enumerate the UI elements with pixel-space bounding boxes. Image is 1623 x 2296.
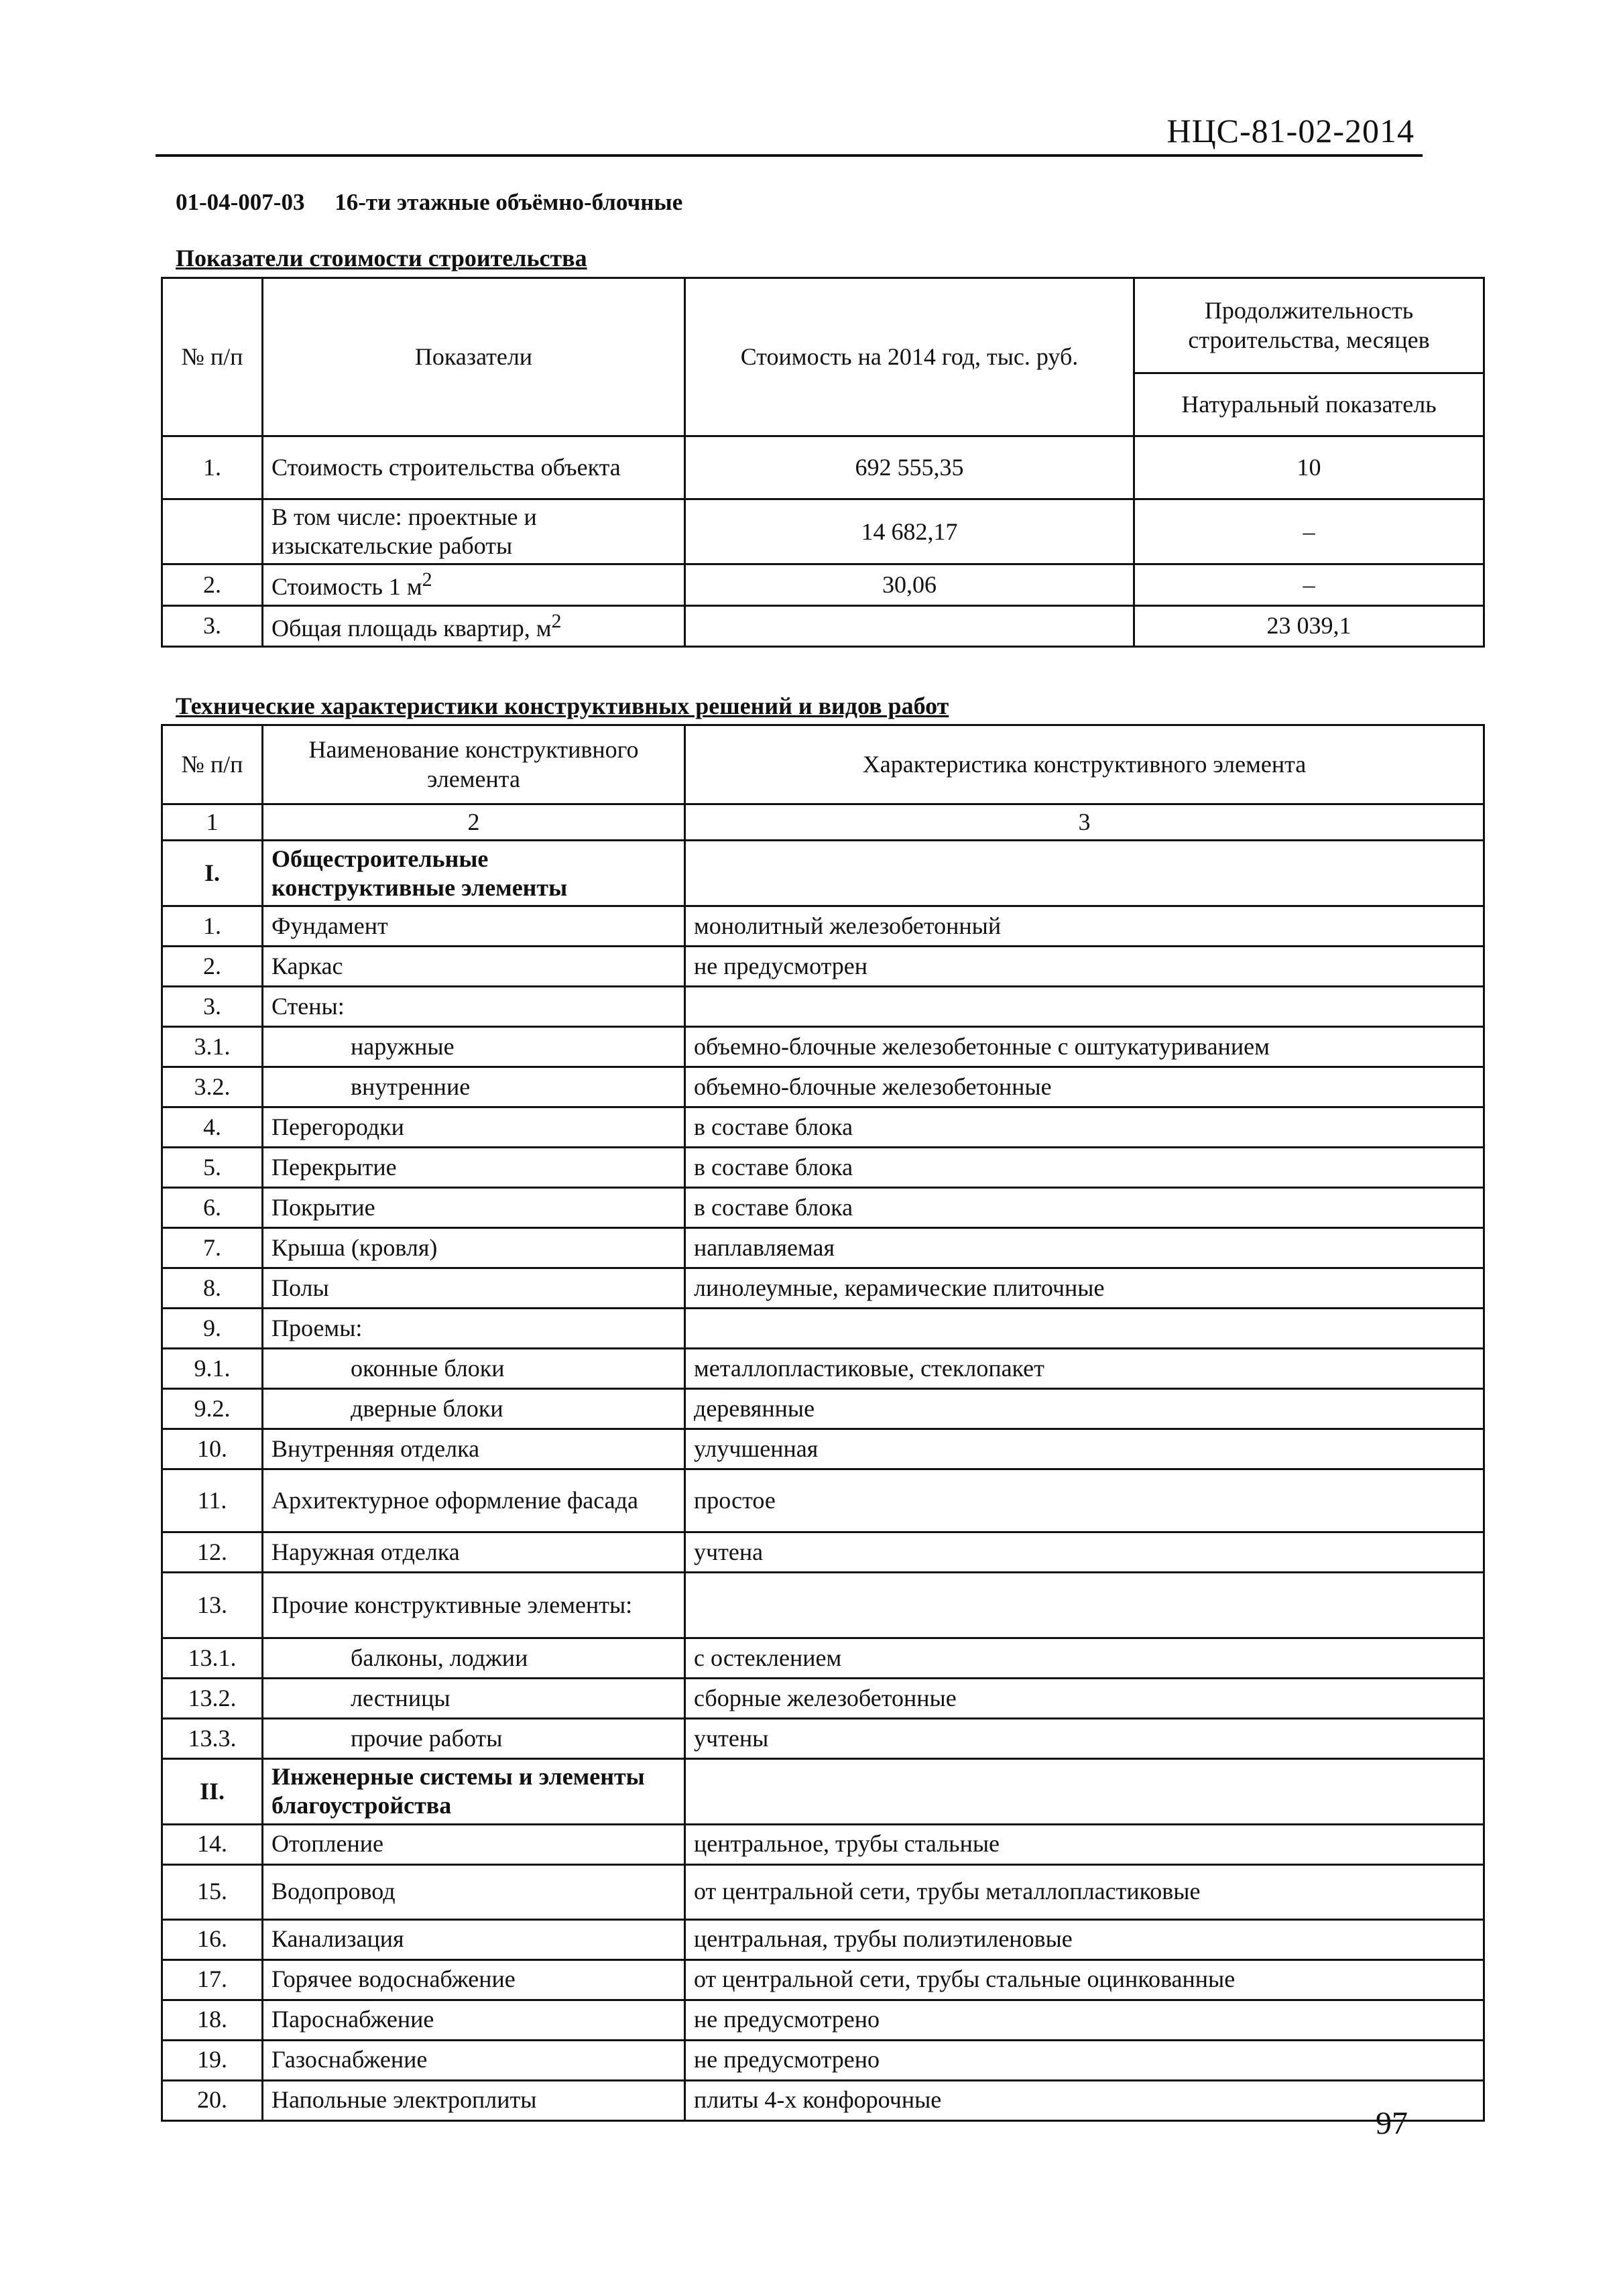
- row-num: 13.2.: [162, 1679, 263, 1719]
- row-element: Крыша (кровля): [263, 1228, 685, 1268]
- row-element: наружные: [263, 1027, 685, 1067]
- row-characteristic: не предусмотрено: [685, 2000, 1484, 2040]
- row-characteristic: от центральной сети, трубы металлопластиковые: [685, 1864, 1484, 1919]
- row-characteristic: сборные железобетонные: [685, 1679, 1484, 1719]
- row-num: [162, 499, 263, 564]
- row-element: прочие работы: [263, 1719, 685, 1759]
- object-name: 16-ти этажные объёмно-блочные: [335, 189, 683, 215]
- row-element: Напольные электроплиты: [263, 2080, 685, 2120]
- row-characteristic: объемно-блочные железобетонные с оштукатуриванием: [685, 1027, 1484, 1067]
- row-indicator: В том числе: проектные и изыскательские работы: [263, 499, 685, 564]
- col-header-element: Наименование конструктивного элемента: [263, 725, 685, 804]
- table-row: [162, 1027, 1484, 1067]
- row-cost: [685, 605, 1134, 646]
- table-row: [162, 1107, 1484, 1148]
- table-row: [162, 1759, 1484, 1824]
- row-element: Канализация: [263, 1919, 685, 1959]
- col-header-duration: Продолжительность строительства, месяцев: [1134, 278, 1484, 373]
- table-row: [162, 1573, 1484, 1638]
- row-characteristic: объемно-блочные железобетонные: [685, 1067, 1484, 1107]
- row-characteristic: центральное, трубы стальные: [685, 1824, 1484, 1864]
- table-row: [162, 947, 1484, 987]
- table-row: [162, 564, 1484, 605]
- row-characteristic: не предусмотрено: [685, 2040, 1484, 2080]
- row-characteristic: в составе блока: [685, 1188, 1484, 1228]
- row-element: Газоснабжение: [263, 2040, 685, 2080]
- col-number-3: 3: [685, 804, 1484, 841]
- row-num: 1.: [162, 436, 263, 499]
- row-num: 12.: [162, 1532, 263, 1573]
- col-header-indicator: Показатели: [263, 278, 685, 436]
- row-element: балконы, лоджии: [263, 1638, 685, 1679]
- table-row: [162, 1719, 1484, 1759]
- row-num: 13.1.: [162, 1638, 263, 1679]
- row-element: оконные блоки: [263, 1349, 685, 1389]
- indicator-text: Общая площадь квартир, м: [272, 614, 552, 642]
- row-characteristic: [685, 1309, 1484, 1349]
- row-num: 3.: [162, 605, 263, 646]
- row-element: Водопровод: [263, 1864, 685, 1919]
- row-characteristic: [685, 1759, 1484, 1824]
- row-num: 1.: [162, 906, 263, 947]
- indicator-text: Стоимость 1 м: [272, 573, 422, 601]
- row-duration: –: [1134, 499, 1484, 564]
- row-indicator: Стоимость строительства объекта: [263, 436, 685, 499]
- row-element: Пароснабжение: [263, 2000, 685, 2040]
- row-characteristic: [685, 987, 1484, 1027]
- row-element: Наружная отделка: [263, 1532, 685, 1573]
- row-element: лестницы: [263, 1679, 685, 1719]
- unit-superscript: 2: [422, 568, 432, 591]
- row-element: Внутренняя отделка: [263, 1429, 685, 1469]
- row-characteristic: наплавляемая: [685, 1228, 1484, 1268]
- row-num: I.: [162, 841, 263, 906]
- row-indicator: [263, 564, 685, 605]
- row-characteristic: с остеклением: [685, 1638, 1484, 1679]
- row-characteristic: плиты 4-х конфорочные: [685, 2080, 1484, 2120]
- table-row: [162, 1067, 1484, 1107]
- row-num: 5.: [162, 1148, 263, 1188]
- row-num: 14.: [162, 1824, 263, 1864]
- row-characteristic: центральная, трубы полиэтиленовые: [685, 1919, 1484, 1959]
- row-num: 6.: [162, 1188, 263, 1228]
- row-num: 13.: [162, 1573, 263, 1638]
- row-num: 8.: [162, 1268, 263, 1309]
- row-element: Покрытие: [263, 1188, 685, 1228]
- table-row: [162, 1469, 1484, 1532]
- row-num: 16.: [162, 1919, 263, 1959]
- row-num: 9.1.: [162, 1349, 263, 1389]
- row-cost: 30,06: [685, 564, 1134, 605]
- row-duration: –: [1134, 564, 1484, 605]
- row-characteristic: учтена: [685, 1532, 1484, 1573]
- col-header-num: № п/п: [162, 278, 263, 436]
- table-row: [162, 987, 1484, 1027]
- row-characteristic: в составе блока: [685, 1148, 1484, 1188]
- row-num: II.: [162, 1759, 263, 1824]
- table-row: [162, 605, 1484, 646]
- table-row: [162, 1309, 1484, 1349]
- table-row: [162, 436, 1484, 499]
- table-row: [162, 1919, 1484, 1959]
- row-element: Общестроительные конструктивные элементы: [263, 841, 685, 906]
- col-number-1: 1: [162, 804, 263, 841]
- row-characteristic: учтены: [685, 1719, 1484, 1759]
- table-row: [162, 1638, 1484, 1679]
- col-header-cost: Стоимость на 2014 год, тыс. руб.: [685, 278, 1134, 436]
- row-characteristic: не предусмотрен: [685, 947, 1484, 987]
- col-header-natural: Натуральный показатель: [1134, 373, 1484, 436]
- row-num: 10.: [162, 1429, 263, 1469]
- row-indicator: [263, 605, 685, 646]
- row-characteristic: монолитный железобетонный: [685, 906, 1484, 947]
- row-element: Полы: [263, 1268, 685, 1309]
- row-element: Инженерные системы и элементы благоустройства: [263, 1759, 685, 1824]
- row-element: Перекрытие: [263, 1148, 685, 1188]
- row-element: Архитектурное оформление фасада: [263, 1469, 685, 1532]
- object-title: [176, 189, 682, 216]
- table-row: [162, 1429, 1484, 1469]
- row-num: 3.: [162, 987, 263, 1027]
- page-number: 97: [1376, 2106, 1408, 2141]
- row-duration: 23 039,1: [1134, 605, 1484, 646]
- row-characteristic: от центральной сети, трубы стальные оцинкованные: [685, 1959, 1484, 2000]
- table-row: [162, 1228, 1484, 1268]
- row-duration: 10: [1134, 436, 1484, 499]
- table-row: [162, 841, 1484, 906]
- table-row: [162, 2080, 1484, 2120]
- table-row: [162, 1824, 1484, 1864]
- row-num: 18.: [162, 2000, 263, 2040]
- table-row: [162, 499, 1484, 564]
- table-row: [162, 1188, 1484, 1228]
- table-row: [162, 2000, 1484, 2040]
- table-row: [162, 1959, 1484, 2000]
- row-num: 9.2.: [162, 1389, 263, 1429]
- row-num: 3.2.: [162, 1067, 263, 1107]
- row-element: Каркас: [263, 947, 685, 987]
- row-num: 17.: [162, 1959, 263, 2000]
- object-code: 01-04-007-03: [176, 189, 305, 215]
- col-number-2: 2: [263, 804, 685, 841]
- row-element: дверные блоки: [263, 1389, 685, 1429]
- row-characteristic: металлопластиковые, стеклопакет: [685, 1349, 1484, 1389]
- row-element: Перегородки: [263, 1107, 685, 1148]
- row-element: Прочие конструктивные элементы:: [263, 1573, 685, 1638]
- row-num: 15.: [162, 1864, 263, 1919]
- row-num: 13.3.: [162, 1719, 263, 1759]
- row-num: 20.: [162, 2080, 263, 2120]
- col-header-characteristic: Характеристика конструктивного элемента: [685, 725, 1484, 804]
- row-cost: 14 682,17: [685, 499, 1134, 564]
- cost-indicators-table: [161, 277, 1485, 648]
- technical-characteristics-table: [161, 724, 1485, 2122]
- col-header-num: № п/п: [162, 725, 263, 804]
- tech-section-title: Технические характеристики конструктивных решений и видов работ: [176, 692, 949, 719]
- row-characteristic: [685, 841, 1484, 906]
- table-row: [162, 1532, 1484, 1573]
- row-element: внутренние: [263, 1067, 685, 1107]
- table-row: [162, 2040, 1484, 2080]
- row-num: 11.: [162, 1469, 263, 1532]
- unit-superscript: 2: [551, 609, 562, 632]
- row-characteristic: [685, 1573, 1484, 1638]
- row-num: 9.: [162, 1309, 263, 1349]
- table-row: [162, 1864, 1484, 1919]
- page-header: [156, 107, 1423, 157]
- row-characteristic: простое: [685, 1469, 1484, 1532]
- row-element: Проемы:: [263, 1309, 685, 1349]
- table-row: [162, 1148, 1484, 1188]
- row-num: 3.1.: [162, 1027, 263, 1067]
- row-characteristic: деревянные: [685, 1389, 1484, 1429]
- row-num: 7.: [162, 1228, 263, 1268]
- row-element: Стены:: [263, 987, 685, 1027]
- tech-table-body: [162, 841, 1484, 2120]
- row-element: Фундамент: [263, 906, 685, 947]
- row-num: 19.: [162, 2040, 263, 2080]
- row-characteristic: в составе блока: [685, 1107, 1484, 1148]
- row-num: 4.: [162, 1107, 263, 1148]
- row-num: 2.: [162, 947, 263, 987]
- row-characteristic: линолеумные, керамические плиточные: [685, 1268, 1484, 1309]
- row-characteristic: улучшенная: [685, 1429, 1484, 1469]
- table-row: [162, 1349, 1484, 1389]
- table-row: [162, 1679, 1484, 1719]
- table-row: [162, 906, 1484, 947]
- row-element: Отопление: [263, 1824, 685, 1864]
- document-code: НЦС-81-02-2014: [1166, 112, 1415, 149]
- table-row: [162, 1268, 1484, 1309]
- row-num: 2.: [162, 564, 263, 605]
- row-cost: 692 555,35: [685, 436, 1134, 499]
- cost-section-title: Показатели стоимости строительства: [176, 245, 587, 271]
- table-row: [162, 1389, 1484, 1429]
- row-element: Горячее водоснабжение: [263, 1959, 685, 2000]
